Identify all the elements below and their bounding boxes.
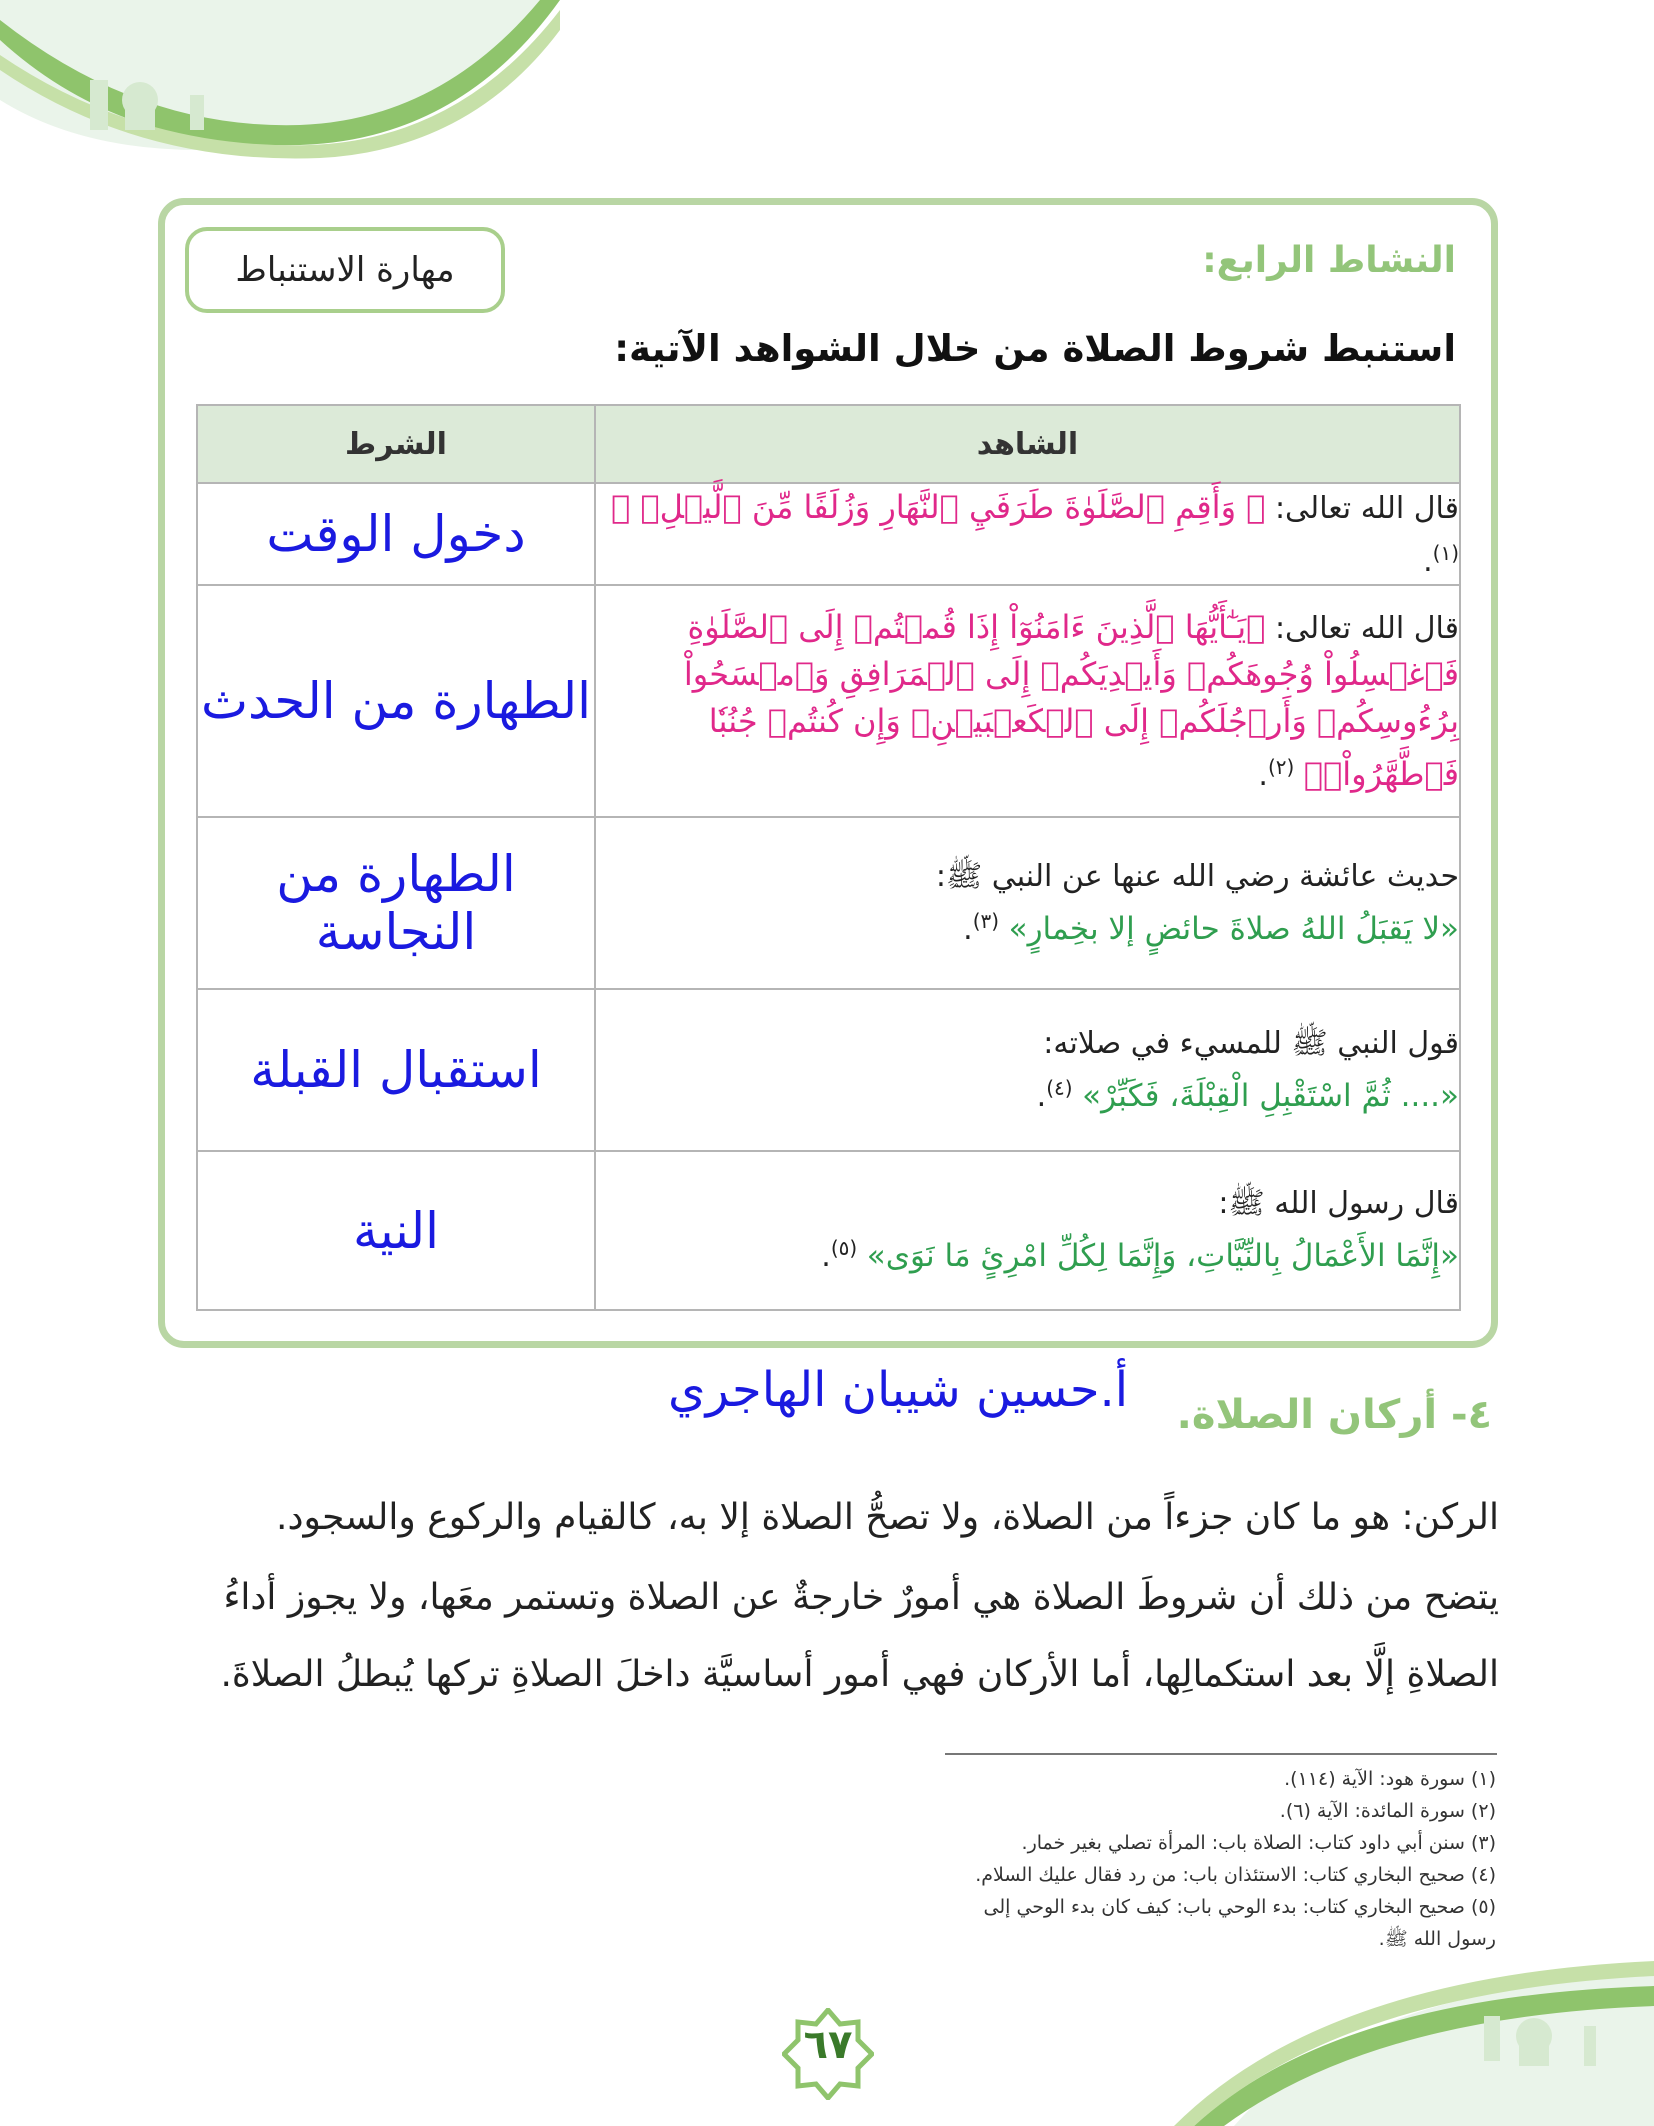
body-paragraph: الركن: هو ما كان جزءاً من الصلاة، ولا تصحُّ الصلاة إلا به، كالقيام والركوع والسجود.	[276, 1497, 1499, 1538]
evidence-cell	[595, 817, 1460, 989]
sentence-end: .	[1258, 758, 1268, 793]
table-row	[197, 989, 1460, 1151]
footnote-ref: (١)	[1432, 541, 1459, 565]
table-row	[197, 483, 1460, 585]
evidence-table	[196, 404, 1461, 1311]
footnote-ref: (٣)	[972, 908, 1000, 933]
footnote-item: (٣) سنن أبي داود كتاب: الصلاة باب: المرأة تصلي بغير خمار.	[1021, 1832, 1496, 1854]
footnote-item: (٥) صحيح البخاري كتاب: بدء الوحي باب: كيف كان بدء الوحي إلى رسول الله ﷺ.	[983, 1896, 1496, 1950]
footnote-ref: (٢)	[1267, 755, 1295, 779]
evidence-intro: قال رسول الله ﷺ:	[1218, 1186, 1459, 1221]
table-row	[197, 1151, 1460, 1310]
condition-cell: الطهارة من النجاسة	[197, 817, 595, 989]
sentence-end: .	[1036, 1078, 1047, 1114]
footnote-item: (٢) سورة المائدة: الآية (٦).	[1279, 1800, 1496, 1822]
footnotes	[936, 1763, 1496, 1955]
header-condition: الشرط	[197, 405, 595, 483]
quran-verse: ﴿ وَأَقِمِ ٱلصَّلَوٰةَ طَرَفَيِ ٱلنَّهَارِ وَزُلَفًا مِّنَ ٱلَّيۡلِۚ ﴾	[611, 488, 1266, 526]
skill-badge: مهارة الاستنباط	[185, 227, 505, 313]
sentence-end: .	[1423, 544, 1433, 579]
evidence-intro: قال الله تعالى:	[1274, 491, 1459, 526]
condition-cell: دخول الوقت	[197, 483, 595, 585]
author-name: أ.حسين شيبان الهاجري	[668, 1362, 1129, 1418]
condition-cell: النية	[197, 1151, 595, 1310]
activity-instruction: استنبط شروط الصلاة من خلال الشواهد الآتية:	[614, 327, 1456, 370]
evidence-intro: حديث عائشة رضي الله عنها عن النبي ﷺ:	[935, 858, 1459, 894]
footnote-divider	[945, 1753, 1497, 1755]
section-heading: ٤- أركان الصلاة.	[1176, 1392, 1492, 1438]
header-evidence: الشاهد	[595, 405, 1460, 483]
evidence-cell	[595, 585, 1460, 817]
bottom-decorative-arc	[1154, 1946, 1654, 2126]
evidence-cell	[595, 1151, 1460, 1310]
hadith-text: «لا يَقبَلُ اللهُ صلاةَ حائضٍ إلا بخِمارٍ»	[1008, 910, 1459, 947]
footnote-item: (١) سورة هود: الآية (١١٤).	[1284, 1768, 1496, 1790]
activity-label: النشاط الرابع:	[1202, 240, 1456, 281]
table-row	[197, 817, 1460, 989]
evidence-cell	[595, 989, 1460, 1151]
body-paragraph: يتضح من ذلك أن شروطَ الصلاة هي أمورٌ خارجةٌ عن الصلاة وتستمر معَها، ولا يجوز أداءُ	[223, 1577, 1499, 1618]
sentence-end: .	[821, 1239, 831, 1274]
footnote-ref: (٥)	[830, 1236, 858, 1260]
table-header-row	[197, 405, 1460, 483]
sentence-end: .	[963, 911, 973, 947]
footnote-item: (٤) صحيح البخاري كتاب: الاستئذان باب: من رد فقال عليك السلام.	[975, 1864, 1496, 1886]
body-paragraph: الصلاةِ إلَّا بعد استكمالِها، أما الأركان فهي أمور أساسيَّة داخلَ الصلاةِ تركها يُبطلُ الصلاةَ.	[220, 1654, 1499, 1695]
condition-cell: الطهارة من الحدث	[197, 585, 595, 817]
evidence-intro: قال الله تعالى:	[1274, 611, 1459, 646]
page-number: ٦٧	[803, 2022, 853, 2068]
hadith-text: «إِنَّمَا الأَعْمَالُ بِالنِّيَّاتِ، وَإِنَّمَا لِكُلِّ امْرِئٍ مَا نَوَى»	[866, 1238, 1459, 1274]
top-decorative-arc	[0, 0, 560, 170]
hadith-text: «.... ثُمَّ اسْتَقْبِلِ الْقِبْلَةَ، فَكَبِّرْ»	[1082, 1077, 1459, 1114]
condition-cell: استقبال القبلة	[197, 989, 595, 1151]
footnote-ref: (٤)	[1046, 1075, 1073, 1100]
quran-verse: ﴿يَـٰٓأَيُّهَا ٱلَّذِينَ ءَامَنُوٓاْ إِذَا قُمۡتُمۡ إِلَى ٱلصَّلَوٰةِ فَٱغۡسِلُواْ وُجُوهَكُمۡ وَأَيۡدِيَكُمۡ إِلَى ٱلۡمَرَافِقِ وَٱمۡسَحُواْ بِرُءُوسِكُمۡ وَأَرۡجُلَكُمۡ إِلَى ٱلۡكَعۡبَيۡنِۚ وَإِن كُنتُمۡ جُنُبٗا فَٱطَّهَّرُواْۚ﴾	[683, 608, 1459, 793]
table-row	[197, 585, 1460, 817]
evidence-cell	[595, 483, 1460, 585]
evidence-intro: قول النبي ﷺ للمسيء في صلاته:	[1043, 1025, 1459, 1061]
